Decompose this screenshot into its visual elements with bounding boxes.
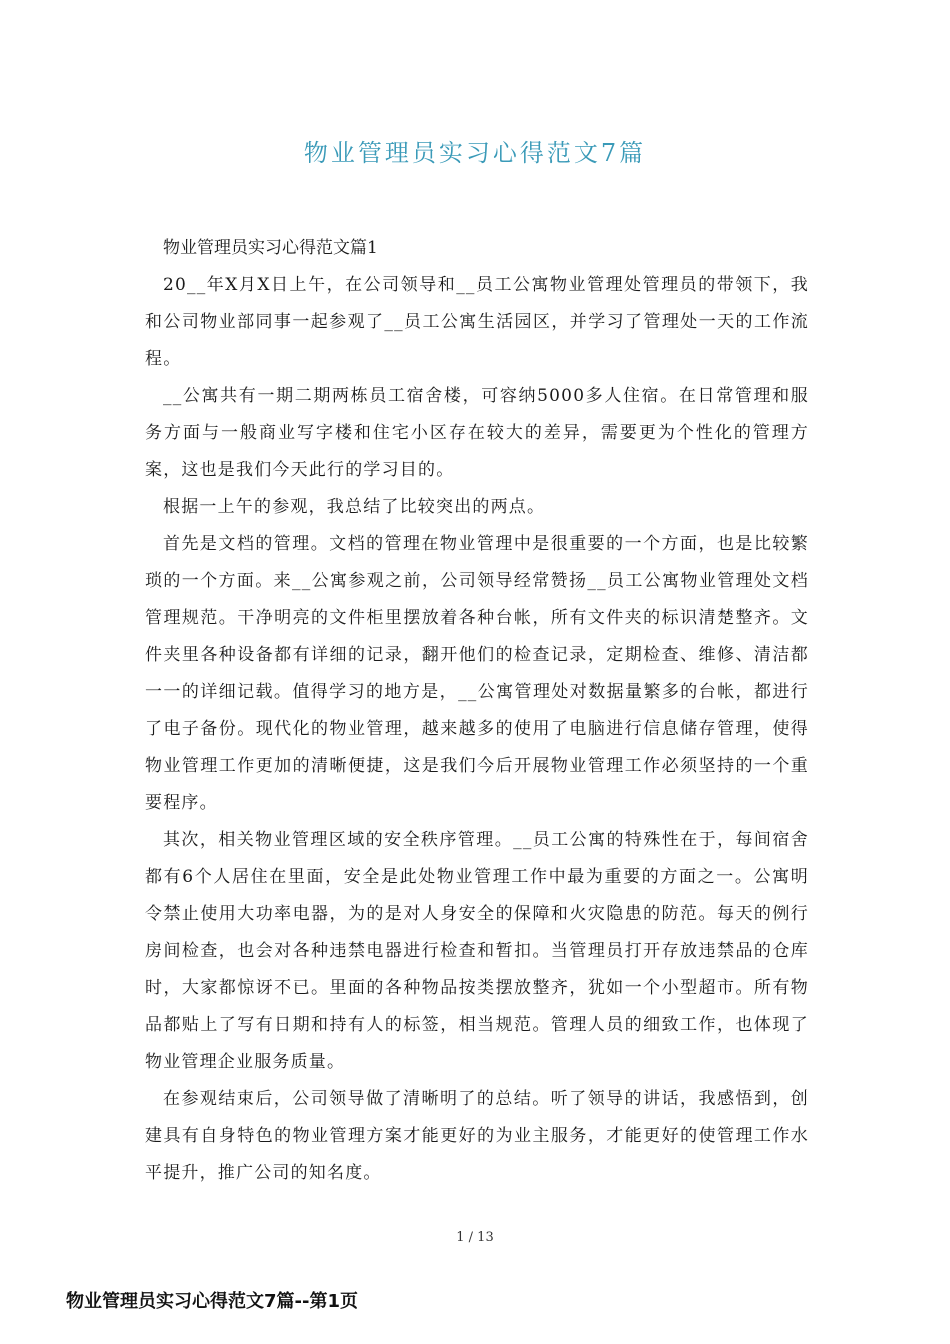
paragraph-1: 20__年X月X日上午，在公司领导和__员工公寓物业管理处管理员的带领下，我和公司物业部同事一起参观了__员工公寓生活园区，并学习了管理处一天的工作流程。: [145, 275, 809, 369]
paragraph-3: 根据一上午的参观，我总结了比较突出的两点。: [163, 497, 546, 517]
section-heading: 物业管理员实习心得范文篇1: [163, 238, 378, 258]
paragraph-5: 其次，相关物业管理区域的安全秩序管理。__员工公寓的特殊性在于，每间宿舍都有6个人居住在里面，安全是此处物业管理工作中最为重要的方面之一。公寓明令禁止使用大功率电器，为的是对人身安全的保障和火灾隐患的防范。每天的例行房间检查，也会对各种违禁电器进行检查和暂扣。当管理员打开存放违禁品的仓库时，大家都惊讶不已。里面的各种物品按类摆放整齐，犹如一个小型超市。所有物品都贴上了写有日期和持有人的标签，相当规范。管理人员的细致工作，也体现了物业管理企业服务质量。: [145, 830, 809, 1072]
paragraph-4: 首先是文档的管理。文档的管理在物业管理中是很重要的一个方面，也是比较繁琐的一个方面。来__公寓参观之前，公司领导经常赞扬__员工公寓物业管理处文档管理规范。干净明亮的文件柜里摆放着各种台帐，所有文件夹的标识清楚整齐。文件夹里各种设备都有详细的记录，翻开他们的检查记录，定期检查、维修、清洁都一一的详细记载。值得学习的地方是，__公寓管理处对数据量繁多的台帐，都进行了电子备份。现代化的物业管理，越来越多的使用了电脑进行信息储存管理，使得物业管理工作更加的清晰便捷，这是我们今后开展物业管理工作必须坚持的一个重要程序。: [145, 534, 809, 813]
paragraph-2: __公寓共有一期二期两栋员工宿舍楼，可容纳5000多人住宿。在日常管理和服务方面与一般商业写字楼和住宅小区存在较大的差异，需要更为个性化的管理方案，这也是我们今天此行的学习目的。: [145, 386, 809, 480]
page-number: 1 / 13: [456, 1230, 494, 1245]
page-footer: 物业管理员实习心得范文7篇--第1页: [66, 1291, 358, 1312]
document-title: 物业管理员实习心得范文7篇: [303, 139, 647, 167]
document-body: [145, 230, 809, 1192]
paragraph-6: 在参观结束后，公司领导做了清晰明了的总结。听了领导的讲话，我感悟到，创建具有自身特色的物业管理方案才能更好的为业主服务，才能更好的使管理工作水平提升，推广公司的知名度。: [145, 1089, 809, 1183]
